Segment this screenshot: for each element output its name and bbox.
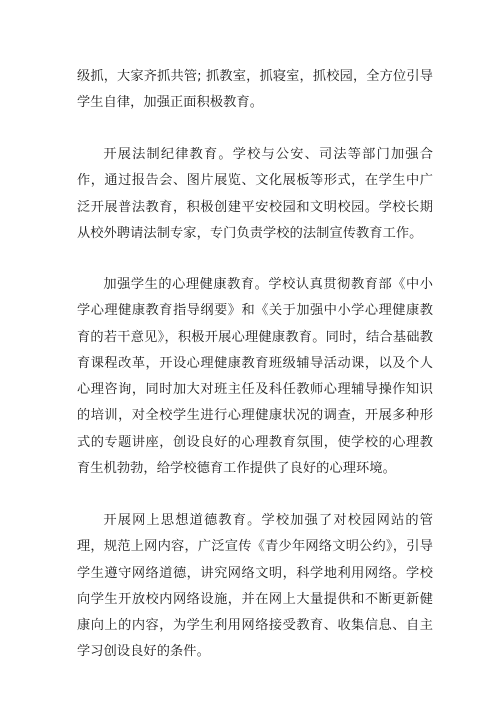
paragraph-legal-education: 开展法制纪律教育。学校与公安、司法等部门加强合作，通过报告会、图片展览、文化展板等形式，在学生中广泛开展普法教育，积极创建平安校园和文明校园。学校长期从校外聘请法制专家，专门负责学校的法制宣传教育工作。: [77, 147, 433, 241]
paragraph-mental-health: 加强学生的心理健康教育。学校认真贯彻教育部《中小学心理健康教育指导纲要》和《关于加强中小学心理健康教育的若干意见》，积极开展心理健康教育。同时，结合基础教育课程改革，开设心理健康教育班级辅导活动课，以及个人心理咨询，同时加大对班主任及科任教师心理辅导操作知识的培训，对全校学生进行心理健康状况的调查，开展多种形式的专题讲座，创设良好的心理教育氛围，使学校的心理教育生机勃勃，给学校德育工作提供了良好的心理环境。: [77, 277, 433, 477]
paragraph-continuation: 级抓，大家齐抓共管; 抓教室，抓寝室，抓校园，全方位引导学生自律，加强正面积极教育。: [77, 69, 433, 111]
paragraph-online-ethics: 开展网上思想道德教育。学校加强了对校园网站的管理，规范上网内容，广泛宣传《青少年网络文明公约》，引导学生遵守网络道德，讲究网络文明，科学地利用网络。学校向学生开放校内网络设施，并在网上大量提供和不断更新健康向上的内容，为学生利用网络接受教育、收集信息、自主学习创设良好的条件。: [77, 513, 433, 660]
